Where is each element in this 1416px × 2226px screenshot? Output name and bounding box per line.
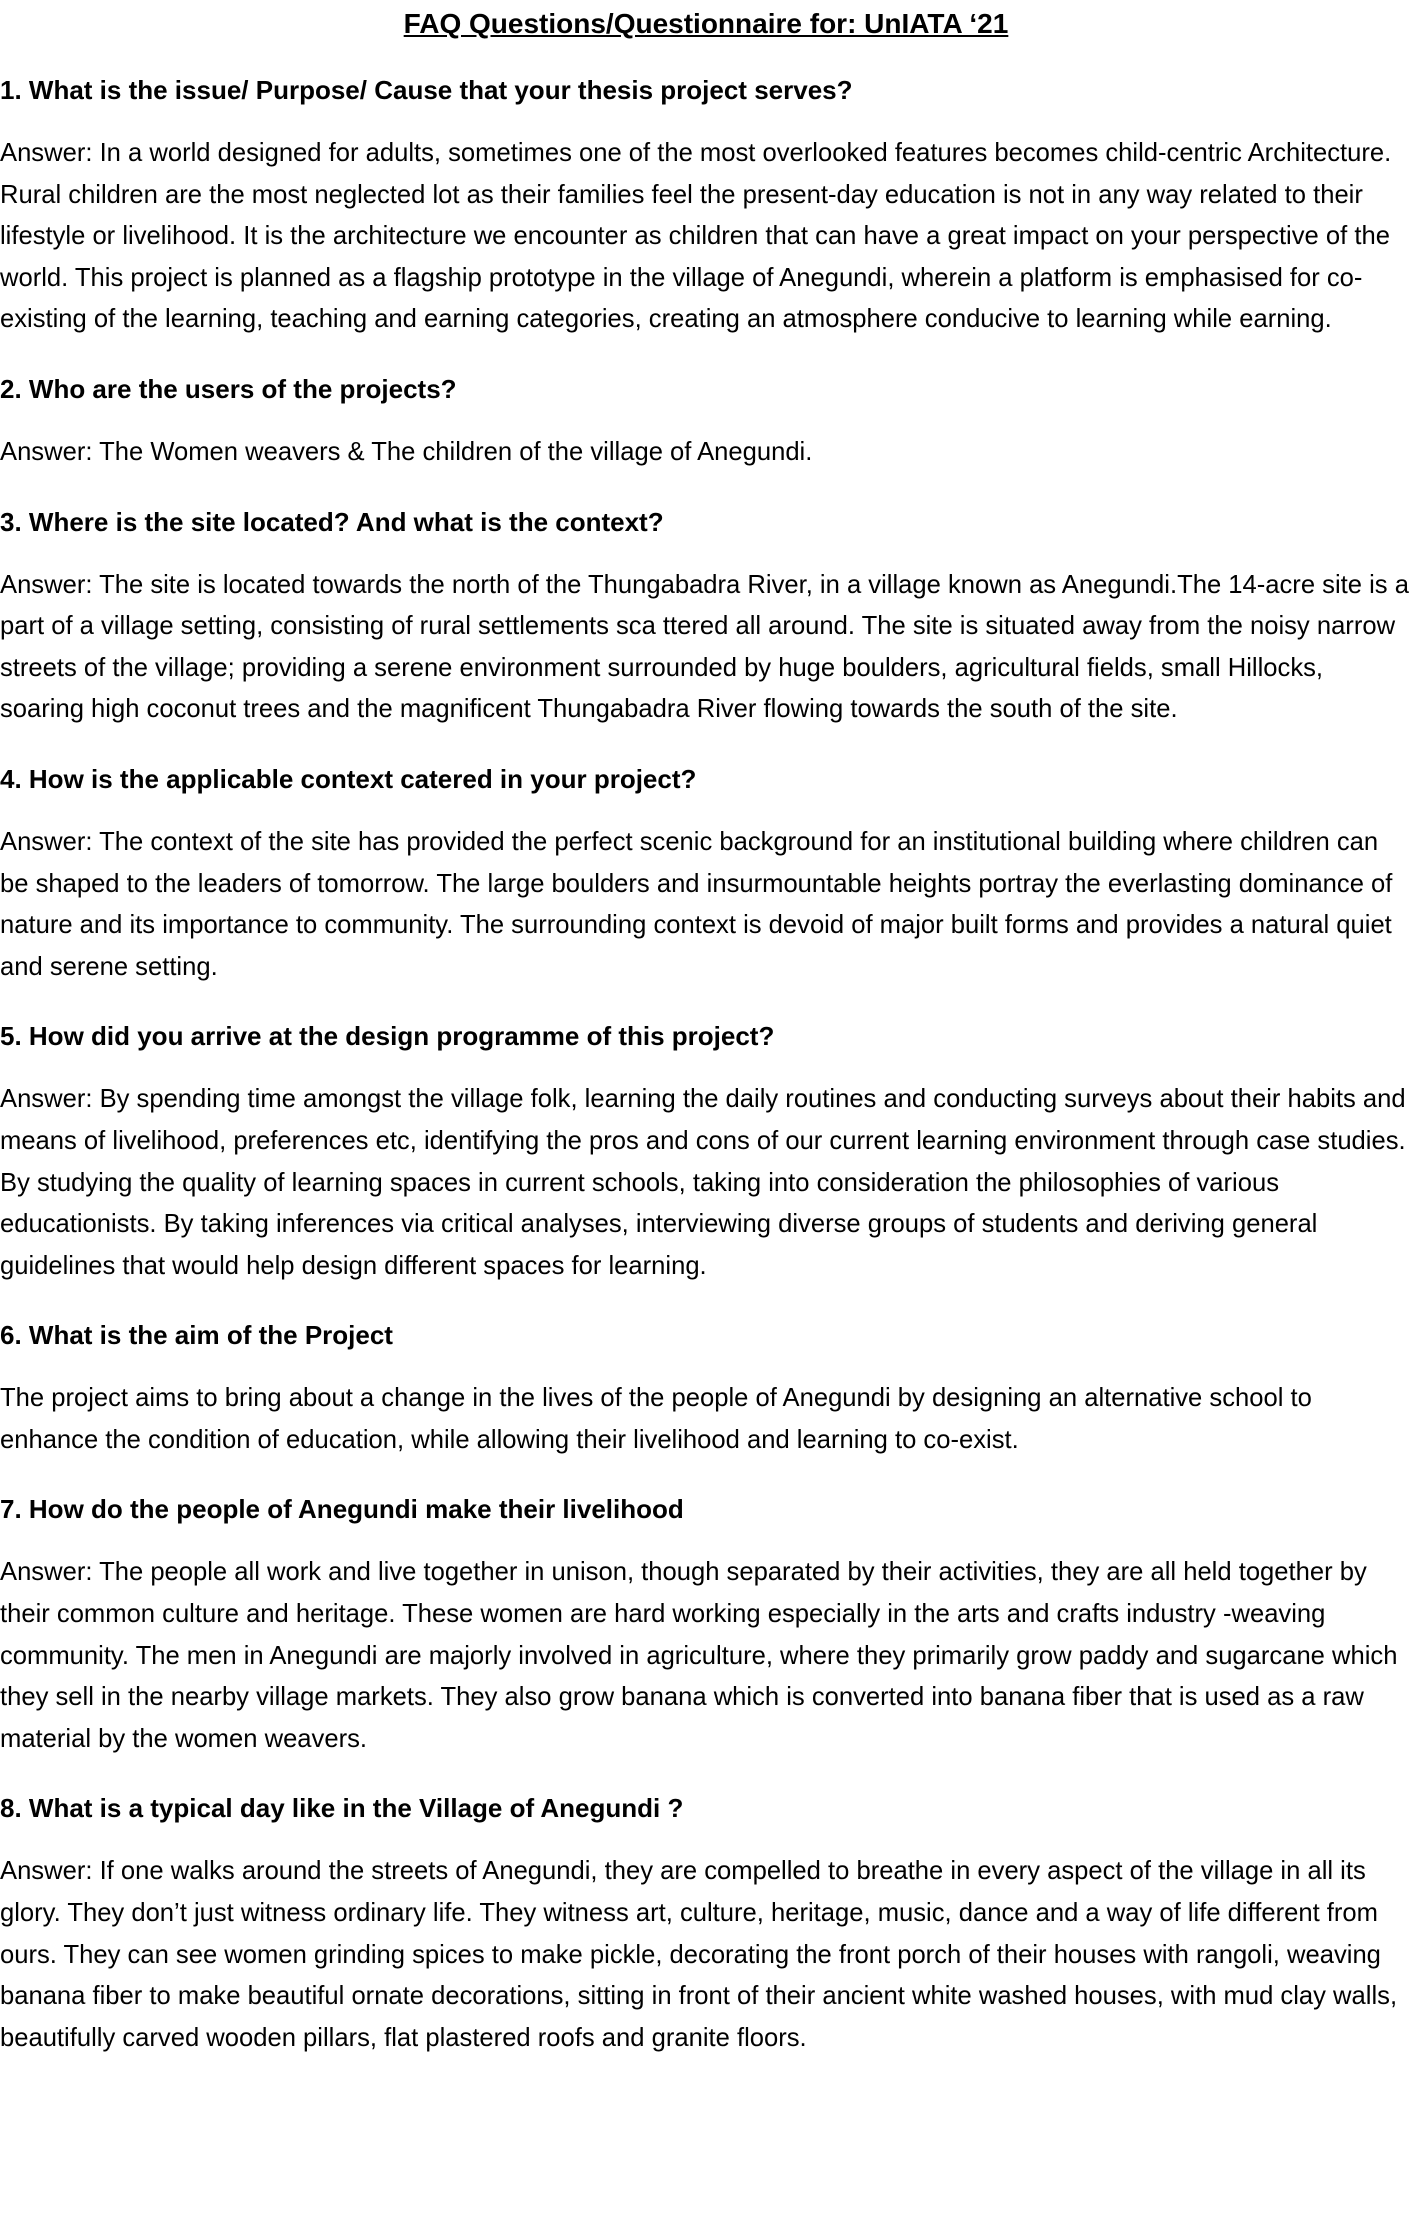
faq-answer-1: Answer: In a world designed for adults, sometimes one of the most overlooked features becomes child-centric Architecture. Rural children are the most neglected lot as their families feel the present-day education is not in any way related to their lifestyle or livelihood. It is the architecture we encounter as children that can have a great impact on your perspective of the world. This project is planned as a flagship prototype in the village of Anegundi, wherein a platform is emphasised for co-existing of the learning, teaching and earning categories, creating an atmosphere conducive to learning while earning. — [0, 139, 1392, 334]
faq-answer-6: The project aims to bring about a change in the lives of the people of Anegundi by designing an alternative school to enhance the condition of education, while allowing their livelihood and learning to co-exist. — [0, 1384, 1312, 1454]
faq-answer-2: Answer: The Women weavers & The children of the village of Anegundi. — [0, 437, 813, 466]
faq-answer-4: Answer: The context of the site has provided the perfect scenic background for an institutional building where children can be shaped to the leaders of tomorrow. The large boulders and insurmountable heights portray the everlasting dominance of nature and its importance to community. The surrounding context is devoid of major built forms and provides a natural quiet and serene setting. — [0, 827, 1393, 981]
faq-answer-3: Answer: The site is located towards the north of the Thungabadra River, in a village known as Anegundi.The 14-acre site is a part of a village setting, consisting of rural settlements sca ttered all around. The site is situated away from the noisy narrow streets of the village; providing a serene environment surrounded by huge boulders, agricultural fields, small Hillocks, soaring high coconut trees and the magnificent Thungabadra River flowing towards the south of the site. — [0, 570, 1409, 724]
faq-answer-5: Answer: By spending time amongst the village folk, learning the daily routines and conducting surveys about their habits and means of livelihood, preferences etc, identifying the pros and cons of our current learning environment through case studies. By studying the quality of learning spaces in current schools, taking into consideration the philosophies of various educationists. By taking inferences via critical analyses, interviewing diverse groups of students and deriving general guidelines that would help design different spaces for learning. — [0, 1085, 1406, 1280]
document-page — [0, 6, 1416, 2226]
faq-item-2 — [0, 372, 1412, 474]
faq-item-6 — [0, 1318, 1412, 1461]
page-title: FAQ Questions/Questionnaire for: UnIATA ‘21 — [403, 8, 1009, 39]
faq-item-1 — [0, 73, 1412, 341]
faq-question-2: 2. Who are the users of the projects? — [0, 373, 457, 404]
faq-question-5: 5. How did you arrive at the design programme of this project? — [0, 1021, 775, 1052]
faq-answer-8: Answer: If one walks around the streets of Anegundi, they are compelled to breathe in every aspect of the village in all its glory. They don’t just witness ordinary life. They witness art, culture, heritage, music, dance and a way of life different from ours. They can see women grinding spices to make pickle, decorating the front porch of their houses with rangoli, weaving banana fiber to make beautiful ornate decorations, sitting in front of their ancient white washed houses, with mud clay walls, beautifully carved wooden pillars, flat plastered roofs and granite floors. — [0, 1857, 1398, 2052]
faq-question-3: 3. Where is the site located? And what is the context? — [0, 506, 664, 537]
faq-item-8 — [0, 1791, 1412, 2059]
faq-question-7: 7. How do the people of Anegundi make their livelihood — [0, 1494, 684, 1525]
faq-item-4 — [0, 762, 1412, 988]
faq-question-4: 4. How is the applicable context catered in your project? — [0, 763, 697, 794]
faq-question-6: 6. What is the aim of the Project — [0, 1320, 393, 1351]
faq-item-7 — [0, 1492, 1412, 1760]
faq-item-3 — [0, 505, 1412, 731]
faq-question-1: 1. What is the issue/ Purpose/ Cause that your thesis project serves? — [0, 75, 853, 105]
faq-answer-7: Answer: The people all work and live together in unison, though separated by their activities, they are all held together by their common culture and heritage. These women are hard working especially in the arts and crafts industry -weaving community. The men in Anegundi are majorly involved in agriculture, where they primarily grow paddy and sugarcane which they sell in the nearby village markets. They also grow banana which is converted into banana fiber that is used as a raw material by the women weavers. — [0, 1558, 1398, 1753]
faq-item-5 — [0, 1019, 1412, 1287]
faq-question-8: 8. What is a typical day like in the Village of Anegundi ? — [0, 1793, 684, 1824]
